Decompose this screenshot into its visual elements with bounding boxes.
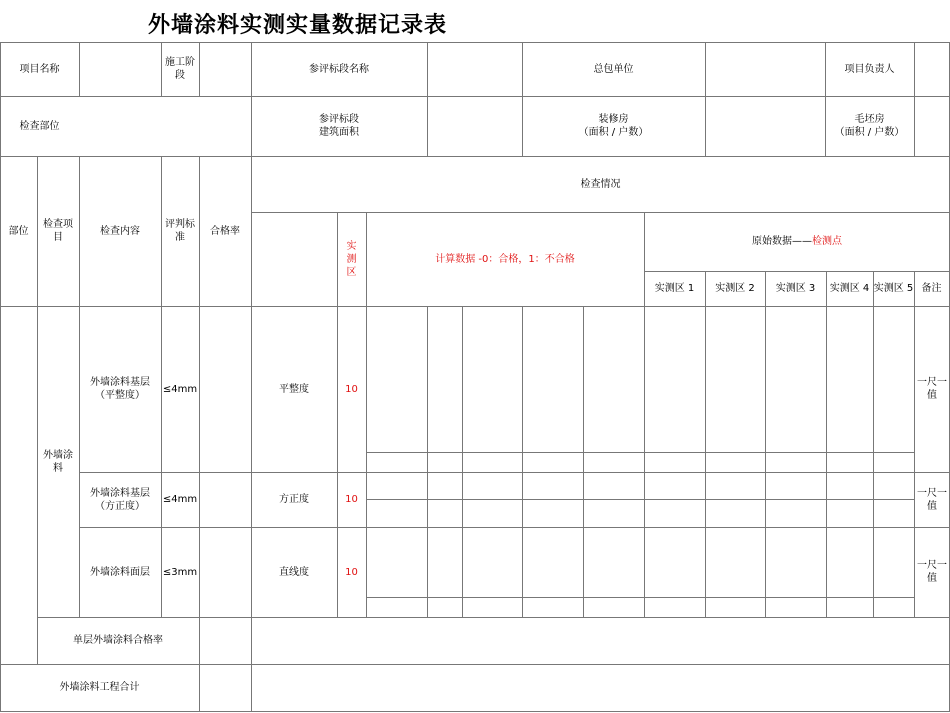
total-label: 外墙涂料工程合计	[59, 682, 140, 693]
label-rough-house: 毛坯房 （面积 / 户数）	[834, 114, 905, 138]
col-zone-2: 实测区 2	[715, 283, 755, 294]
label-section-name: 参评标段名称	[309, 63, 369, 75]
row-zone: 10	[345, 383, 358, 395]
label-project-name: 项目名称	[19, 63, 60, 75]
row-standard: ≤4mm	[162, 494, 198, 505]
project-name-value[interactable]	[80, 42, 161, 96]
page-title: 外墙涂料实测实量数据记录表	[148, 13, 448, 38]
col-zone-1: 实测区 1	[654, 283, 695, 294]
col-zone-3: 实测区 3	[775, 283, 816, 294]
row-content: 外墙涂料面层	[90, 566, 150, 578]
col-measure-zone: 实测区	[346, 240, 357, 278]
raw-data-points: 检测点	[812, 236, 842, 247]
row-content: 外墙涂料基层（方正度）	[90, 487, 150, 512]
row-zone: 10	[345, 494, 358, 505]
row-metric: 平整度	[279, 383, 309, 395]
row-zone: 10	[345, 566, 358, 578]
row-remark: 一尺一值	[917, 377, 947, 401]
col-raw-data	[644, 212, 950, 271]
label-construction-stage: 施工阶段	[165, 57, 195, 81]
col-zone-4: 实测区 4	[829, 283, 870, 294]
label-project-manager: 项目负责人	[844, 63, 895, 75]
col-zone-5: 实测区 5	[873, 283, 914, 294]
label-contractor: 总包单位	[593, 63, 634, 75]
row-standard: ≤3mm	[162, 566, 198, 578]
row-remark: 一尺一值	[917, 487, 947, 512]
col-inspection-status: 检查情况	[580, 178, 621, 190]
row-content: 外墙涂料基层（平整度）	[90, 377, 150, 401]
col-part: 部位	[8, 225, 29, 237]
raw-data-label: 原始数据——	[752, 236, 812, 247]
row-standard: ≤4mm	[162, 383, 198, 395]
col-content: 检查内容	[100, 225, 140, 237]
label-inspection-part: 检查部位	[19, 120, 60, 132]
group-item: 外墙涂料	[43, 449, 73, 474]
row-metric: 直线度	[279, 566, 309, 578]
col-calc-data: 计算数据 -0：合格，1：不合格	[435, 253, 575, 265]
row-remark: 一尺一值	[917, 560, 947, 584]
label-section-area: 参评标段 建筑面积	[319, 114, 359, 138]
single-floor-pass-rate-label: 单层外墙涂料合格率	[73, 635, 163, 646]
col-item: 检查项目	[43, 219, 73, 243]
col-pass-rate: 合格率	[210, 225, 240, 237]
col-remark: 备注	[921, 283, 942, 294]
label-decorated-house: 装修房 （面积 / 户数）	[578, 114, 649, 138]
col-standard: 评判标准	[165, 219, 195, 243]
row-metric: 方正度	[279, 494, 309, 505]
